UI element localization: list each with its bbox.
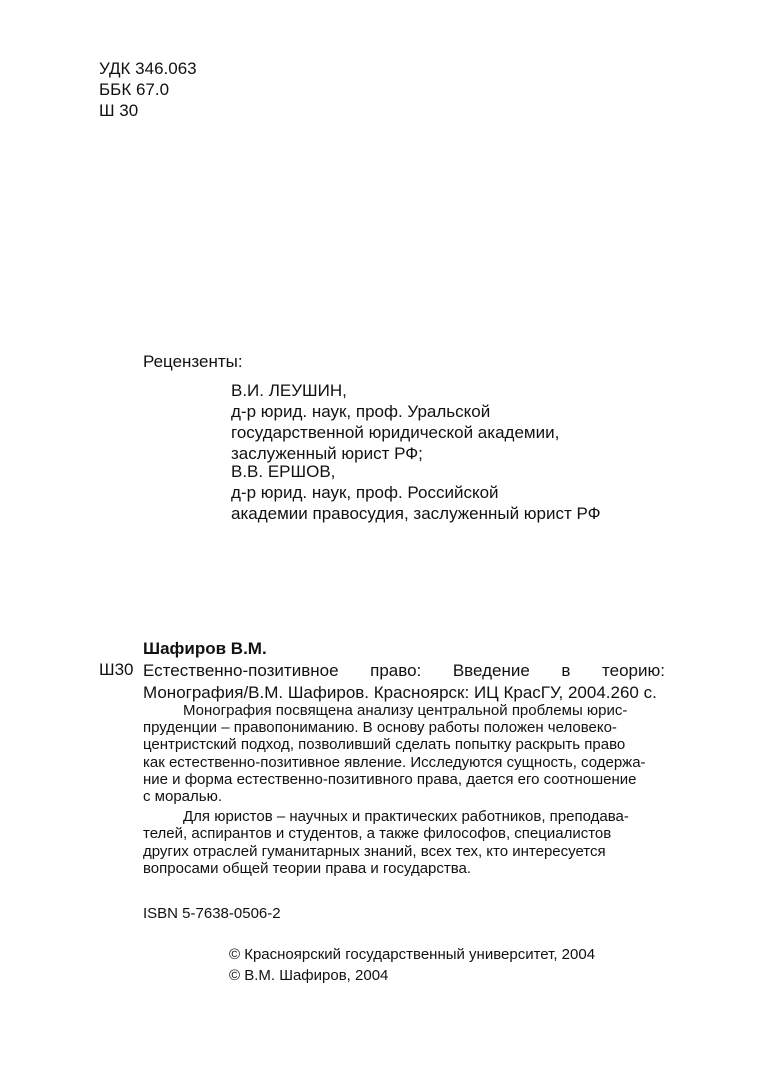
classification-codes — [99, 58, 197, 121]
title-word: теорию: — [602, 661, 665, 680]
catalog-abstract — [143, 702, 665, 877]
title-word: в — [561, 661, 571, 680]
title-word: Введение — [452, 661, 530, 680]
abstract-line: центристский подход, позволивший сделать попытку раскрыть право — [143, 736, 626, 754]
shifr-code: Ш 30 — [99, 101, 139, 120]
copyright-line: © В.М. Шафиров, 2004 — [229, 967, 389, 984]
reviewer-2 — [231, 461, 601, 524]
reviewer-credential: д-р юрид. наук, проф. Уральской — [231, 402, 491, 421]
reviewers-heading: Рецензенты: — [143, 352, 243, 371]
reviewer-credential: государственной юридической академии, — [231, 423, 560, 442]
reviewer-credential: академии правосудия, заслуженный юрист РФ — [231, 504, 601, 523]
abstract-line: ние и форма естественно-позитивного права, дается его соотношение — [143, 770, 637, 788]
reviewer-1 — [231, 380, 559, 464]
reviewer-credential: д-р юрид. наук, проф. Российской — [231, 483, 499, 502]
abstract-line: вопросами общей теории права и государства. — [143, 859, 472, 877]
bbk-code: ББК 67.0 — [99, 80, 170, 99]
catalog-citation — [143, 660, 665, 704]
citation-title-line — [143, 660, 665, 682]
abstract-line: других отраслей гуманитарных знаний, всех тех, кто интересуется — [143, 842, 606, 860]
reviewer-name: В.И. ЛЕУШИН, — [231, 381, 347, 400]
abstract-line: Монография посвящена анализу центральной проблемы юрис- — [183, 702, 628, 719]
reviewer-name: В.В. ЕРШОВ, — [231, 462, 336, 481]
abstract-line: Для юристов – научных и практических работников, преподава- — [183, 808, 629, 826]
abstract-line: как естественно-позитивное явление. Исследуются сущность, содержа- — [143, 753, 646, 771]
udk-code: УДК 346.063 — [99, 59, 197, 78]
isbn: ISBN 5-7638-0506-2 — [143, 905, 281, 922]
citation-publication-line: Монография/В.М. Шафиров. Красноярск: ИЦ КрасГУ, 2004.260 с. — [143, 683, 657, 702]
copyright-line: © Красноярский государственный университет, 2004 — [229, 946, 596, 963]
title-word: Естественно-позитивное — [143, 661, 339, 680]
title-word: право: — [370, 661, 422, 680]
catalog-shifr: Ш30 — [99, 660, 134, 679]
abstract-line: телей, аспирантов и студентов, а также философов, специалистов — [143, 825, 612, 843]
abstract-line: с моралью. — [143, 788, 222, 806]
reviewer-credential: заслуженный юрист РФ; — [231, 444, 423, 463]
abstract-line: пруденции – правопониманию. В основу работы положен человеко- — [143, 719, 617, 737]
catalog-author: Шафиров В.М. — [143, 639, 267, 658]
